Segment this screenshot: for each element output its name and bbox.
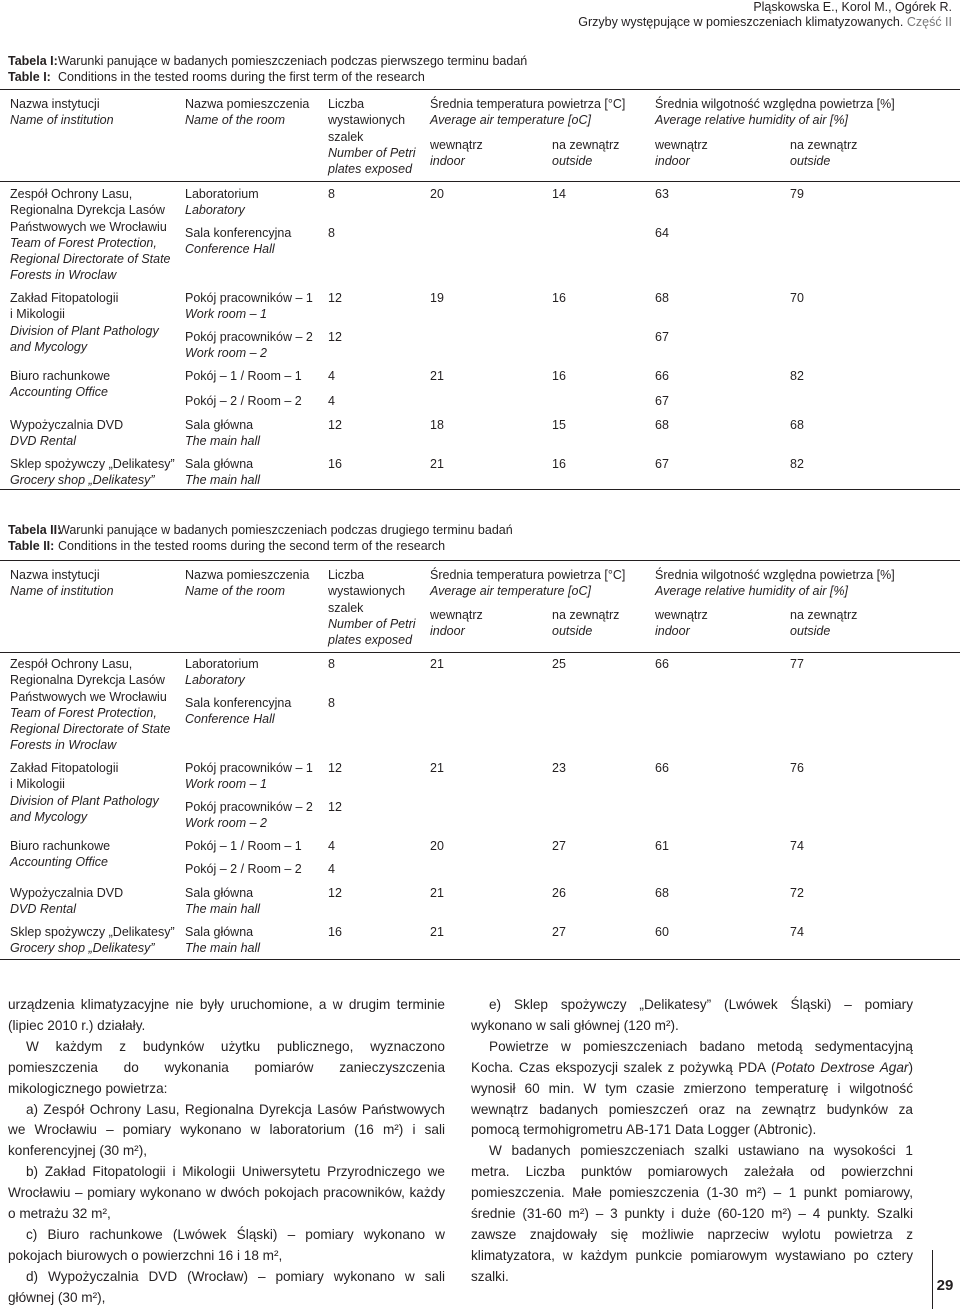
cell: 70 <box>790 291 804 305</box>
body-column-left <box>8 995 445 1309</box>
cell: 21 <box>430 886 444 900</box>
cell: 8 <box>328 226 335 240</box>
table1-header-rule <box>0 181 960 182</box>
cell: 82 <box>790 457 804 471</box>
cell: 76 <box>790 761 804 775</box>
cell: 4 <box>328 862 335 876</box>
cell: 23 <box>552 761 566 775</box>
table2-inst-dvd: Wypożyczalnia DVD DVD Rental <box>10 886 124 917</box>
table2-room-sklep: Sala główna The main hall <box>185 925 261 956</box>
table1-header-institution: Nazwa instytucji Name of institution <box>10 97 114 128</box>
running-head-authors: Pląskowska E., Korol M., Ogórek R. <box>753 0 952 14</box>
table2-label-pl: Tabela II: <box>8 523 62 537</box>
table2-header-plates: Liczba wystawionych szalek Number of Petri plates exposed <box>328 568 416 648</box>
cell: 68 <box>655 418 669 432</box>
table2-room-work2: Pokój pracowników – 2 Work room – 2 <box>185 800 313 831</box>
table1-room-room1: Pokój – 1 / Room – 1 <box>185 369 302 383</box>
table2-inst-zol: Zespół Ochrony Lasu, Regionalna Dyrekcja Lasów Państwowych we Wrocławiu Team of Forest Protection, Regional Directorate of State Forests in Wroclaw <box>10 657 171 753</box>
table2-header-temp-in: wewnątrz indoor <box>430 608 483 639</box>
body-paragraph: W badanych pomieszczeniach szalki ustawiano na wysokości 1 metra. Liczba punktów pomiarowych zależała od powierzchni pomieszczenia. Małe pomieszczenia (1-30 m²) – 1 punkt pomiarowy, średnie (31-60 m²) – 3 punkty i duże (60-120 m²) – 4 punkty. Szalki zawsze znajdowały się możliwie naprzeciw wylotu powietrza z klimatyzatora, w każdym punkcie pomiarowym wystawiano po cztery szalki. <box>471 1143 913 1284</box>
cell: 16 <box>552 369 566 383</box>
cell: 74 <box>790 839 804 853</box>
table2-label-en: Table II: <box>8 539 55 553</box>
cell: 72 <box>790 886 804 900</box>
cell: 82 <box>790 369 804 383</box>
cell: 16 <box>328 925 342 939</box>
cell: 77 <box>790 657 804 671</box>
list-item-d: d) Wypożyczalnia DVD (Wrocław) – pomiary wykonano w sali głównej (30 m²), <box>8 1268 445 1305</box>
cell: 4 <box>328 839 335 853</box>
table1-room-sklep: Sala główna The main hall <box>185 457 261 488</box>
cell: 20 <box>430 839 444 853</box>
cell: 16 <box>552 291 566 305</box>
table1-room-conf: Sala konferencyjna Conference Hall <box>185 226 292 257</box>
cell: 27 <box>552 839 566 853</box>
table1-room-work2: Pokój pracowników – 2 Work room – 2 <box>185 330 313 361</box>
table2-title-en: Conditions in the tested rooms during the second term of the research <box>58 539 446 553</box>
cell: 25 <box>552 657 566 671</box>
cell: 12 <box>328 330 342 344</box>
table2-header-institution: Nazwa instytucji Name of institution <box>10 568 114 599</box>
table1-inst-dvd: Wypożyczalnia DVD DVD Rental <box>10 418 124 449</box>
running-head <box>578 0 952 30</box>
cell: 63 <box>655 187 669 201</box>
table2-header-hum: Średnia wilgotność względna powietrza [%] Average relative humidity of air [%] <box>655 568 895 599</box>
cell: 66 <box>655 761 669 775</box>
cell: 12 <box>328 886 342 900</box>
table1-label-pl: Tabela I: <box>8 54 58 68</box>
table1-bottom-rule <box>0 489 960 490</box>
cell: 4 <box>328 369 335 383</box>
cell: 12 <box>328 418 342 432</box>
cell: 68 <box>655 886 669 900</box>
table2-room-room1: Pokój – 1 / Room – 1 <box>185 839 302 853</box>
table1-header-hum-in: wewnątrz indoor <box>655 138 708 169</box>
table1-header-temp-in: wewnątrz indoor <box>430 138 483 169</box>
table1-inst-br: Biuro rachunkowe Accounting Office <box>10 369 111 400</box>
cell: 8 <box>328 187 335 201</box>
cell: 15 <box>552 418 566 432</box>
table2-room-conf: Sala konferencyjna Conference Hall <box>185 696 292 727</box>
cell: 16 <box>552 457 566 471</box>
table2-header-hum-out: na zewnątrz outside <box>790 608 858 639</box>
cell: 14 <box>552 187 566 201</box>
table1-header-room: Nazwa pomieszczenia Name of the room <box>185 97 310 128</box>
cell: 66 <box>655 369 669 383</box>
cell: 64 <box>655 226 669 240</box>
cell: 18 <box>430 418 444 432</box>
cell: 66 <box>655 657 669 671</box>
cell: 12 <box>328 291 342 305</box>
table1-inst-zol: Zespół Ochrony Lasu, Regionalna Dyrekcja Lasów Państwowych we Wrocławiu Team of Forest Protection, Regional Directorate of State Forests in Wroclaw <box>10 187 171 283</box>
table1-title-pl: Warunki panujące w badanych pomieszczeniach podczas pierwszego terminu badań <box>58 54 528 68</box>
table1-top-rule <box>0 89 960 90</box>
table1-room-room2: Pokój – 2 / Room – 2 <box>185 394 302 408</box>
cell: 8 <box>328 657 335 671</box>
cell: 79 <box>790 187 804 201</box>
cell: 27 <box>552 925 566 939</box>
table2-header-temp: Średnia temperatura powietrza [°C] Average air temperature [oC] <box>430 568 626 599</box>
cell: 60 <box>655 925 669 939</box>
page-number: 29 <box>936 1277 954 1294</box>
table2-inst-zf: Zakład Fitopatologii i Mikologii Division of Plant Pathology and Mycology <box>10 761 159 824</box>
list-item-c: c) Biuro rachunkowe (Lwówek Śląski) – pomiary wykonano w pokojach biurowych o powierzchni 16 i 18 m², <box>8 1226 445 1263</box>
table1-inst-sklep: Sklep spożywczy „Delikatesy” Grocery shop „Delikatesy” <box>10 457 175 488</box>
table1-room-dvd: Sala główna The main hall <box>185 418 261 449</box>
table1-label-en: Table I: <box>8 70 51 84</box>
cell: 68 <box>790 418 804 432</box>
cell: 26 <box>552 886 566 900</box>
cell: 61 <box>655 839 669 853</box>
body-column-right <box>471 995 913 1288</box>
list-item-a: a) Zespół Ochrony Lasu, Regionalna Dyrekcja Lasów Państwowych we Wrocławiu – pomiary wykonano w laboratorium (16 m²) i sali konferencyjnej (30 m²), <box>8 1101 445 1159</box>
table2-title-pl: Warunki panujące w badanych pomieszczeniach podczas drugiego terminu badań <box>58 523 513 537</box>
cell: 67 <box>655 394 669 408</box>
running-head-title: Grzyby występujące w pomieszczeniach klimatyzowanych. Część II <box>578 15 952 29</box>
table2-bottom-rule <box>0 959 960 960</box>
table2-header-temp-out: na zewnątrz outside <box>552 608 620 639</box>
list-item-e: e) Sklep spożywczy „Delikatesy” (Lwówek Śląski) – pomiary wykonano w sali głównej (120 m²). <box>471 997 913 1033</box>
cell: 21 <box>430 657 444 671</box>
table1-header-temp-out: na zewnątrz outside <box>552 138 620 169</box>
cell: 19 <box>430 291 444 305</box>
table1-header-temp: Średnia temperatura powietrza [°C] Average air temperature [oC] <box>430 97 626 128</box>
table1-room-work1: Pokój pracowników – 1 Work room – 1 <box>185 291 313 322</box>
table2-inst-sklep: Sklep spożywczy „Delikatesy” Grocery shop „Delikatesy” <box>10 925 175 956</box>
table1-header-hum: Średnia wilgotność względna powietrza [%] Average relative humidity of air [%] <box>655 97 895 128</box>
cell: 21 <box>430 369 444 383</box>
table2-top-rule <box>0 560 960 561</box>
cell: 12 <box>328 800 342 814</box>
cell: 68 <box>655 291 669 305</box>
cell: 12 <box>328 761 342 775</box>
cell: 16 <box>328 457 342 471</box>
table2-header-rule <box>0 652 960 653</box>
cell: 21 <box>430 925 444 939</box>
table1-inst-zf: Zakład Fitopatologii i Mikologii Division of Plant Pathology and Mycology <box>10 291 159 354</box>
table1-room-lab: Laboratorium Laboratory <box>185 187 259 218</box>
cell: 4 <box>328 394 335 408</box>
cell: 21 <box>430 761 444 775</box>
cell: 67 <box>655 330 669 344</box>
cell: 8 <box>328 696 335 710</box>
table1-title-en: Conditions in the tested rooms during the first term of the research <box>58 70 425 84</box>
table2-room-lab: Laboratorium Laboratory <box>185 657 259 688</box>
cell: 67 <box>655 457 669 471</box>
table2-header-hum-in: wewnątrz indoor <box>655 608 708 639</box>
table2-room-room2: Pokój – 2 / Room – 2 <box>185 862 302 876</box>
table2-inst-br: Biuro rachunkowe Accounting Office <box>10 839 111 870</box>
cell: 21 <box>430 457 444 471</box>
cell: 74 <box>790 925 804 939</box>
table2-room-dvd: Sala główna The main hall <box>185 886 261 917</box>
table2-header-room: Nazwa pomieszczenia Name of the room <box>185 568 310 599</box>
table2-room-work1: Pokój pracowników – 1 Work room – 1 <box>185 761 313 792</box>
body-paragraph: Powietrze w pomieszczeniach badano metodą sedymentacyjną Kocha. Czas ekspozycji szalek z pożywką PDA (Potato Dextrose Agar) wynosił 60 min. W tym czasie zmierzono temperaturę i wilgotność wewnątrz badanych pomieszczeń oraz na zewnątrz budynków za pomocą termohigrometru AB-171 Data Logger (Abtronic). <box>471 1038 913 1138</box>
body-paragraph: urządzenia klimatyzacyjne nie były uruchomione, a w drugim terminie (lipiec 2010 r.) działały. <box>8 997 445 1033</box>
cell: 20 <box>430 187 444 201</box>
list-item-b: b) Zakład Fitopatologii i Mikologii Uniwersytetu Przyrodniczego we Wrocławiu – pomiary wykonano w dwóch pokojach pracowników, każdy o metrażu 32 m², <box>8 1164 445 1222</box>
body-paragraph: W każdym z budynków użytku publicznego, wyznaczono pomieszczenia do wykonania pomiarów zanieczyszczenia mikologicznego powietrza: <box>8 1038 445 1096</box>
table1-header-plates: Liczba wystawionych szalek Number of Petri plates exposed <box>328 97 416 177</box>
table1-header-hum-out: na zewnątrz outside <box>790 138 858 169</box>
